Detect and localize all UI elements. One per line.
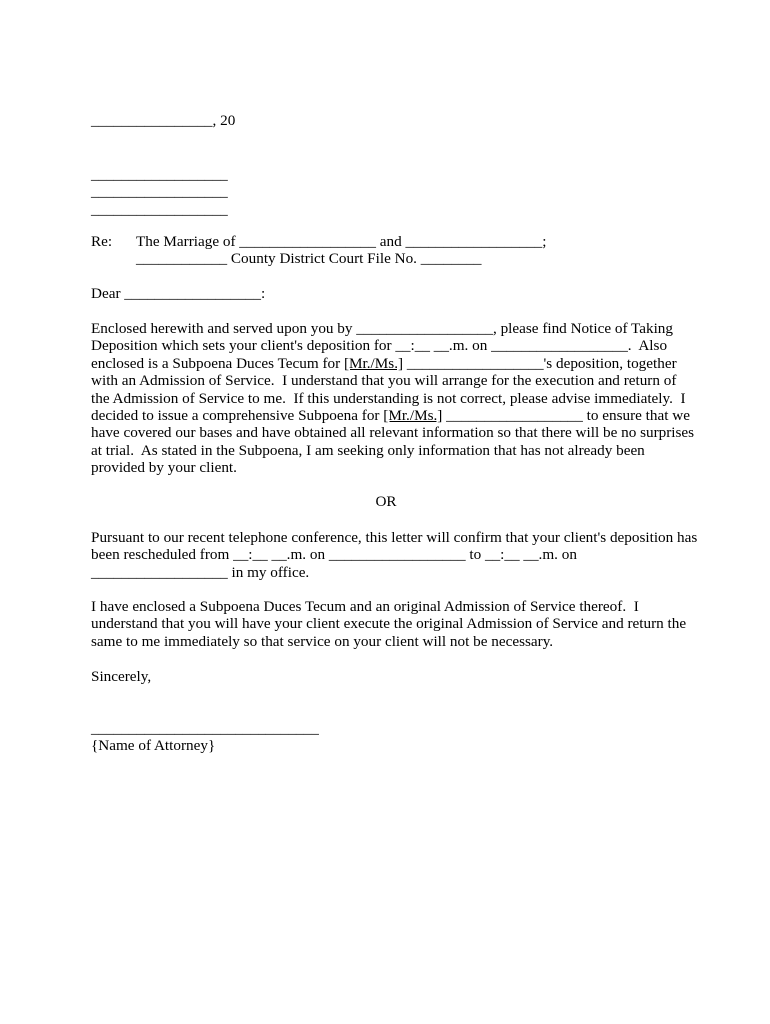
paragraph-line: have covered our bases and have obtained all relevant information so that there will be no surprises (91, 424, 695, 442)
address-block (91, 166, 691, 218)
closing (91, 668, 691, 685)
text-run: __________________'s deposition, together (403, 354, 677, 372)
paragraph-line: Enclosed herewith and served upon you by __________________, please find Notice of Taking (91, 320, 673, 337)
paragraph-line: the Admission of Service to me. If this understanding is not correct, please advise immediately. I (91, 389, 686, 407)
signature-line: ______________________________ (91, 720, 319, 737)
re-block (136, 233, 546, 268)
re-line-2: ____________ County District Court File No. ________ (136, 250, 482, 268)
text-run: decided to issue a comprehensive Subpoena for (91, 407, 384, 425)
paragraph-line: understand that you will have your client execute the original Admission of Service and return the (91, 615, 687, 633)
text-run: enclosed is a Subpoena Duces Tecum for (91, 354, 344, 372)
paragraph-line: same to me immediately so that service on your client will not be necessary. (91, 632, 554, 650)
address-line: __________________ (91, 200, 228, 218)
closing-text: Sincerely, (91, 668, 152, 685)
paragraph-1 (91, 320, 695, 477)
paragraph-line: at trial. As stated in the Subpoena, I am seeking only information that has not already been (91, 441, 645, 459)
re-line-1: The Marriage of __________________ and __________________; (136, 233, 547, 250)
paragraph-line: Pursuant to our recent telephone conference, this letter will confirm that your client's deposition has (91, 529, 698, 546)
salutation (91, 285, 691, 302)
date-line (91, 112, 691, 129)
date-text: ________________, 20 (91, 112, 236, 129)
paragraph-line: been rescheduled from __:__ __.m. on __________________ to __:__ __.m. on (91, 546, 577, 564)
address-line: __________________ (91, 166, 228, 183)
or-divider: OR (375, 493, 397, 510)
signer-name: {Name of Attorney} (91, 737, 216, 755)
paragraph-2 (91, 529, 698, 581)
paragraph-line (91, 407, 691, 424)
paragraph-line: with an Admission of Service. I understand that you will arrange for the execution and return of (91, 372, 677, 390)
paragraph-line: provided by your client. (91, 459, 237, 477)
text-run: __________________ to ensure that we (442, 407, 690, 425)
salutation-text: Dear __________________: (91, 285, 266, 302)
paragraph-3 (91, 598, 691, 650)
address-line: __________________ (91, 183, 228, 201)
paragraph-line (91, 355, 691, 372)
paragraph-line: I have enclosed a Subpoena Duces Tecum and an original Admission of Service thereof. I (91, 598, 639, 615)
title-placeholder: [Mr./Ms.] (383, 407, 443, 425)
paragraph-line: __________________ in my office. (91, 563, 310, 581)
re-label: Re: (91, 233, 113, 250)
signature-block (91, 720, 691, 755)
paragraph-line: Deposition which sets your client's deposition for __:__ __.m. on __________________. Also (91, 337, 668, 355)
title-placeholder: [Mr./Ms.] (343, 354, 404, 372)
